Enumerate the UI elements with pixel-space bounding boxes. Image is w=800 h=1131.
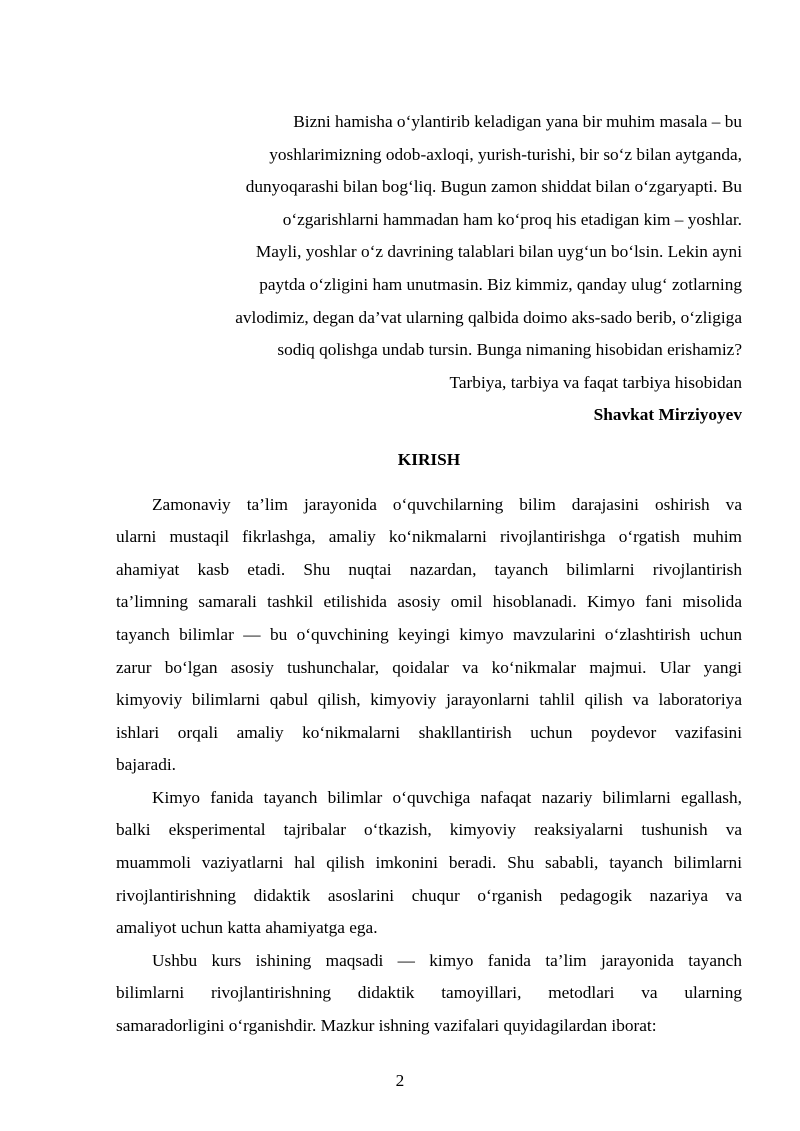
paragraph-line: amaliyot uchun katta ahamiyatga ega. bbox=[116, 918, 378, 938]
epigraph-line: Bizni hamisha o‘ylantirib keladigan yana bir muhim masala – bu bbox=[293, 112, 742, 131]
paragraph-line: zarur bo‘lgan asosiy tushunchalar, qoidalar va ko‘nikmalar majmui. Ular yangi bbox=[116, 657, 742, 677]
epigraph bbox=[116, 106, 742, 432]
epigraph-line: Mayli, yoshlar o‘z davrining talablari bilan uyg‘un bo‘lsin. Lekin ayni bbox=[255, 242, 742, 262]
epigraph-line: Tarbiya, tarbiya va faqat tarbiya hisobidan bbox=[449, 372, 742, 392]
paragraph-line: bajaradi. bbox=[116, 755, 176, 775]
paragraph-line: bilimlarni rivojlantirishning didaktik tamoyillari, metodlari va ularning bbox=[116, 983, 742, 1003]
epigraph-line: o‘zgarishlarni hammadan ham ko‘proq his etadigan kim – yoshlar. bbox=[282, 209, 742, 229]
paragraph-1 bbox=[116, 489, 742, 782]
paragraph-line: ularni mustaqil fikrlashga, amaliy ko‘nikmalarni rivojlantirishga o‘rgatish muhim bbox=[116, 527, 742, 547]
body-text bbox=[116, 489, 742, 1043]
paragraph-line: balki eksperimental tajribalar o‘tkazish, kimyoviy reaksiyalarni tushunish va bbox=[116, 820, 742, 840]
paragraph-line: muammoli vaziyatlarni hal qilish imkonini beradi. Shu sababli, tayanch bilimlarni bbox=[116, 853, 742, 873]
document-page bbox=[116, 106, 742, 1043]
epigraph-line: dunyoqarashi bilan bog‘liq. Bugun zamon shiddat bilan o‘zgaryapti. Bu bbox=[245, 177, 742, 197]
paragraph-line: kimyoviy bilimlarni qabul qilish, kimyoviy jarayonlarni tahlil qilish va laboratoriya bbox=[116, 690, 742, 710]
paragraph-line: rivojlantirishning didaktik asoslarini chuqur o‘rganish pedagogik nazariya va bbox=[116, 885, 742, 905]
paragraph-line: ishlari orqali amaliy ko‘nikmalarni shakllantirish uchun poydevor vazifasini bbox=[116, 722, 742, 742]
paragraph-3 bbox=[116, 945, 742, 1043]
section-heading: KIRISH bbox=[397, 449, 461, 469]
paragraph-line: ta’limning samarali tashkil etilishida asosiy omil hisoblanadi. Kimyo fani misolida bbox=[116, 592, 742, 612]
paragraph-line: Zamonaviy ta’lim jarayonida o‘quvchilarning bilim darajasini oshirish va bbox=[152, 494, 742, 514]
epigraph-author: Shavkat Mirziyoyev bbox=[593, 405, 742, 425]
paragraph-line: tayanch bilimlar — bu o‘quvchining keyingi kimyo mavzularini o‘zlashtirish uchun bbox=[116, 624, 742, 644]
epigraph-line: paytda o‘zligini ham unutmasin. Biz kimmiz, qanday ulug‘ zotlarning bbox=[259, 274, 742, 294]
page-number: 2 bbox=[395, 1071, 405, 1090]
paragraph-line: Kimyo fanida tayanch bilimlar o‘quvchiga nafaqat nazariy bilimlarni egallash, bbox=[152, 787, 742, 807]
epigraph-line: yoshlarimizning odob-axloqi, yurish-turishi, bir so‘z bilan aytganda, bbox=[269, 144, 742, 164]
epigraph-line: avlodimiz, degan da’vat ularning qalbida doimo aks-sado berib, o‘zligiga bbox=[235, 307, 742, 327]
paragraph-line: ahamiyat kasb etadi. Shu nuqtai nazardan, tayanch bilimlarni rivojlantirish bbox=[116, 559, 742, 579]
paragraph-line: Ushbu kurs ishining maqsadi — kimyo fanida ta’lim jarayonida tayanch bbox=[152, 950, 742, 970]
epigraph-line: sodiq qolishga undab tursin. Bunga nimaning hisobidan erishamiz? bbox=[277, 340, 742, 360]
paragraph-2 bbox=[116, 782, 742, 945]
paragraph-line: samaradorligini o‘rganishdir. Mazkur ishning vazifalari quyidagilardan iborat: bbox=[116, 1016, 657, 1036]
